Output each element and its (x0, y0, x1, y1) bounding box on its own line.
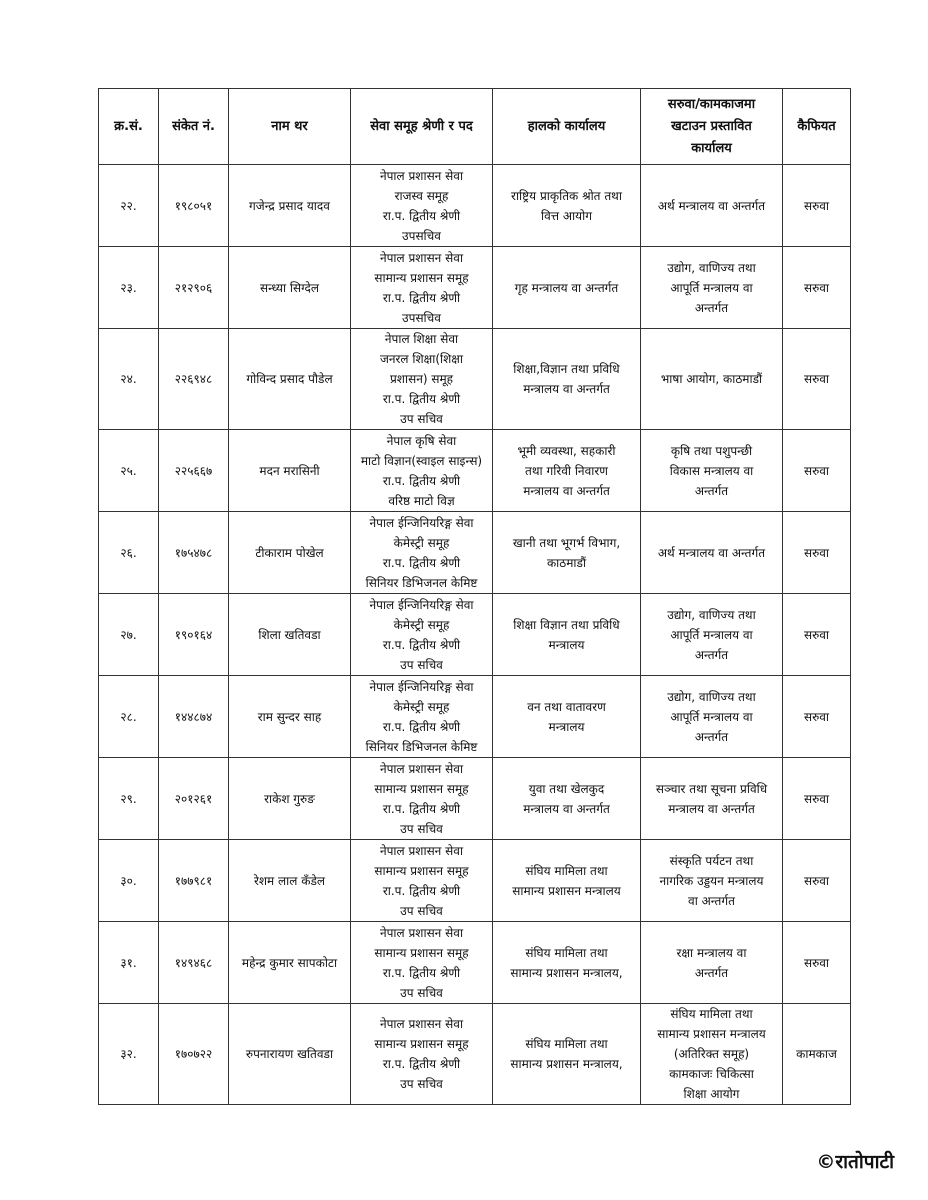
table-row (99, 165, 851, 247)
proposed-office-cell: सञ्चार तथा सूचना प्रविधि मन्त्रालय वा अन्तर्गत (641, 758, 783, 840)
code-number-cell: २२६९४८ (159, 329, 229, 430)
serial-number-cell: ३०. (99, 840, 159, 922)
table-row (99, 676, 851, 758)
proposed-office-cell: संघिय मामिला तथा सामान्य प्रशासन मन्त्रालय (अतिरिक्त समूह) कामकाजः चिकित्सा शिक्षा आयोग (641, 1004, 783, 1105)
name-cell: रेशम लाल कँडेल (229, 840, 351, 922)
remarks-cell: सरुवा (783, 430, 851, 512)
header-proposed-office: सरुवा/कामकाजमा खटाउन प्रस्तावित कार्यालय (641, 89, 783, 165)
remarks-cell: सरुवा (783, 512, 851, 594)
code-number-cell: २२५६६७ (159, 430, 229, 512)
header-code-number: संकेत नं. (159, 89, 229, 165)
name-cell: राकेश गुरुङ (229, 758, 351, 840)
code-number-cell: १७०७२२ (159, 1004, 229, 1105)
remarks-cell: सरुवा (783, 247, 851, 329)
current-office-cell: संघिय मामिला तथा सामान्य प्रशासन मन्त्रालय, (493, 922, 641, 1004)
proposed-office-cell: कृषि तथा पशुपन्छी विकास मन्त्रालय वा अन्तर्गत (641, 430, 783, 512)
current-office-cell: शिक्षा विज्ञान तथा प्रविधि मन्त्रालय (493, 594, 641, 676)
table-row (99, 329, 851, 430)
ratopati-watermark: ©रातोपाटी (816, 1151, 894, 1173)
service-cell: नेपाल प्रशासन सेवा सामान्य प्रशासन समूह रा.प. द्वितीय श्रेणी उप सचिव (351, 758, 493, 840)
service-cell: नेपाल ईन्जिनियरिङ्ग सेवा केमेस्ट्री समूह रा.प. द्वितीय श्रेणी सिनियर डिभिजनल केमिष्ट (351, 512, 493, 594)
service-cell: नेपाल कृषि सेवा माटो विज्ञान(स्वाइल साइन्स) रा.प. द्वितीय श्रेणी वरिष्ठ माटो विज्ञ (351, 430, 493, 512)
code-number-cell: १४४८७४ (159, 676, 229, 758)
code-number-cell: २१२९०६ (159, 247, 229, 329)
name-cell: गजेन्द्र प्रसाद यादव (229, 165, 351, 247)
service-cell: नेपाल शिक्षा सेवा जनरल शिक्षा(शिक्षा प्रशासन) समूह रा.प. द्वितीय श्रेणी उप सचिव (351, 329, 493, 430)
current-office-cell: संघिय मामिला तथा सामान्य प्रशासन मन्त्रालय (493, 840, 641, 922)
table-row (99, 512, 851, 594)
serial-number-cell: २३. (99, 247, 159, 329)
serial-number-cell: २६. (99, 512, 159, 594)
name-cell: सन्ध्या सिग्देल (229, 247, 351, 329)
table-header-row (99, 89, 851, 165)
serial-number-cell: २२. (99, 165, 159, 247)
current-office-cell: युवा तथा खेलकुद मन्त्रालय वा अन्तर्गत (493, 758, 641, 840)
remarks-cell: सरुवा (783, 594, 851, 676)
table-row (99, 922, 851, 1004)
name-cell: रुपनारायण खतिवडा (229, 1004, 351, 1105)
remarks-cell: सरुवा (783, 676, 851, 758)
header-remarks: कैफियत (783, 89, 851, 165)
current-office-cell: संघिय मामिला तथा सामान्य प्रशासन मन्त्रालय, (493, 1004, 641, 1105)
name-cell: शिला खतिवडा (229, 594, 351, 676)
code-number-cell: २०१२६१ (159, 758, 229, 840)
table-row (99, 247, 851, 329)
remarks-cell: कामकाज (783, 1004, 851, 1105)
service-cell: नेपाल प्रशासन सेवा राजस्व समूह रा.प. द्वितीय श्रेणी उपसचिव (351, 165, 493, 247)
remarks-cell: सरुवा (783, 922, 851, 1004)
transfer-table (98, 88, 851, 1105)
code-number-cell: १७५४७८ (159, 512, 229, 594)
proposed-office-cell: संस्कृति पर्यटन तथा नागरिक उड्डयन मन्त्रालय वा अन्तर्गत (641, 840, 783, 922)
name-cell: मदन मरासिनी (229, 430, 351, 512)
remarks-cell: सरुवा (783, 329, 851, 430)
table-row (99, 594, 851, 676)
header-service-group-class-post: सेवा समूह श्रेणी र पद (351, 89, 493, 165)
service-cell: नेपाल प्रशासन सेवा सामान्य प्रशासन समूह रा.प. द्वितीय श्रेणी उप सचिव (351, 840, 493, 922)
service-cell: नेपाल ईन्जिनियरिङ्ग सेवा केमेस्ट्री समूह रा.प. द्वितीय श्रेणी उप सचिव (351, 594, 493, 676)
table-row (99, 840, 851, 922)
name-cell: राम सुन्दर साह (229, 676, 351, 758)
proposed-office-cell: उद्योग, वाणिज्य तथा आपूर्ति मन्त्रालय वा अन्तर्गत (641, 676, 783, 758)
current-office-cell: गृह मन्त्रालय वा अन्तर्गत (493, 247, 641, 329)
table-row (99, 1004, 851, 1105)
code-number-cell: १९८०५१ (159, 165, 229, 247)
code-number-cell: १४९४६८ (159, 922, 229, 1004)
proposed-office-cell: उद्योग, वाणिज्य तथा आपूर्ति मन्त्रालय वा अन्तर्गत (641, 247, 783, 329)
serial-number-cell: ३२. (99, 1004, 159, 1105)
proposed-office-cell: अर्थ मन्त्रालय वा अन्तर्गत (641, 512, 783, 594)
serial-number-cell: २५. (99, 430, 159, 512)
code-number-cell: १७७९८१ (159, 840, 229, 922)
current-office-cell: राष्ट्रिय प्राकृतिक श्रोत तथा वित्त आयोग (493, 165, 641, 247)
code-number-cell: १९०१६४ (159, 594, 229, 676)
current-office-cell: भूमी व्यवस्था, सहकारी तथा गरिवी निवारण मन्त्रालय वा अन्तर्गत (493, 430, 641, 512)
header-name: नाम थर (229, 89, 351, 165)
service-cell: नेपाल प्रशासन सेवा सामान्य प्रशासन समूह रा.प. द्वितीय श्रेणी उप सचिव (351, 1004, 493, 1105)
service-cell: नेपाल प्रशासन सेवा सामान्य प्रशासन समूह रा.प. द्वितीय श्रेणी उपसचिव (351, 247, 493, 329)
serial-number-cell: २८. (99, 676, 159, 758)
remarks-cell: सरुवा (783, 165, 851, 247)
proposed-office-cell: भाषा आयोग, काठमाडौं (641, 329, 783, 430)
service-cell: नेपाल प्रशासन सेवा सामान्य प्रशासन समूह रा.प. द्वितीय श्रेणी उप सचिव (351, 922, 493, 1004)
remarks-cell: सरुवा (783, 758, 851, 840)
table-row (99, 758, 851, 840)
serial-number-cell: २९. (99, 758, 159, 840)
name-cell: महेन्द्र कुमार सापकोटा (229, 922, 351, 1004)
name-cell: टीकाराम पोखेल (229, 512, 351, 594)
current-office-cell: शिक्षा,विज्ञान तथा प्रविधि मन्त्रालय वा अन्तर्गत (493, 329, 641, 430)
table-row (99, 430, 851, 512)
proposed-office-cell: रक्षा मन्त्रालय वा अन्तर्गत (641, 922, 783, 1004)
service-cell: नेपाल ईन्जिनियरिङ्ग सेवा केमेस्ट्री समूह रा.प. द्वितीय श्रेणी सिनियर डिभिजनल केमिष्ट (351, 676, 493, 758)
serial-number-cell: २४. (99, 329, 159, 430)
serial-number-cell: ३१. (99, 922, 159, 1004)
name-cell: गोविन्द प्रसाद पौडेल (229, 329, 351, 430)
current-office-cell: वन तथा वातावरण मन्त्रालय (493, 676, 641, 758)
header-serial-number: क्र.सं. (99, 89, 159, 165)
header-current-office: हालको कार्यालय (493, 89, 641, 165)
serial-number-cell: २७. (99, 594, 159, 676)
remarks-cell: सरुवा (783, 840, 851, 922)
proposed-office-cell: उद्योग, वाणिज्य तथा आपूर्ति मन्त्रालय वा अन्तर्गत (641, 594, 783, 676)
current-office-cell: खानी तथा भूगर्भ विभाग, काठमाडौं (493, 512, 641, 594)
proposed-office-cell: अर्थ मन्त्रालय वा अन्तर्गत (641, 165, 783, 247)
